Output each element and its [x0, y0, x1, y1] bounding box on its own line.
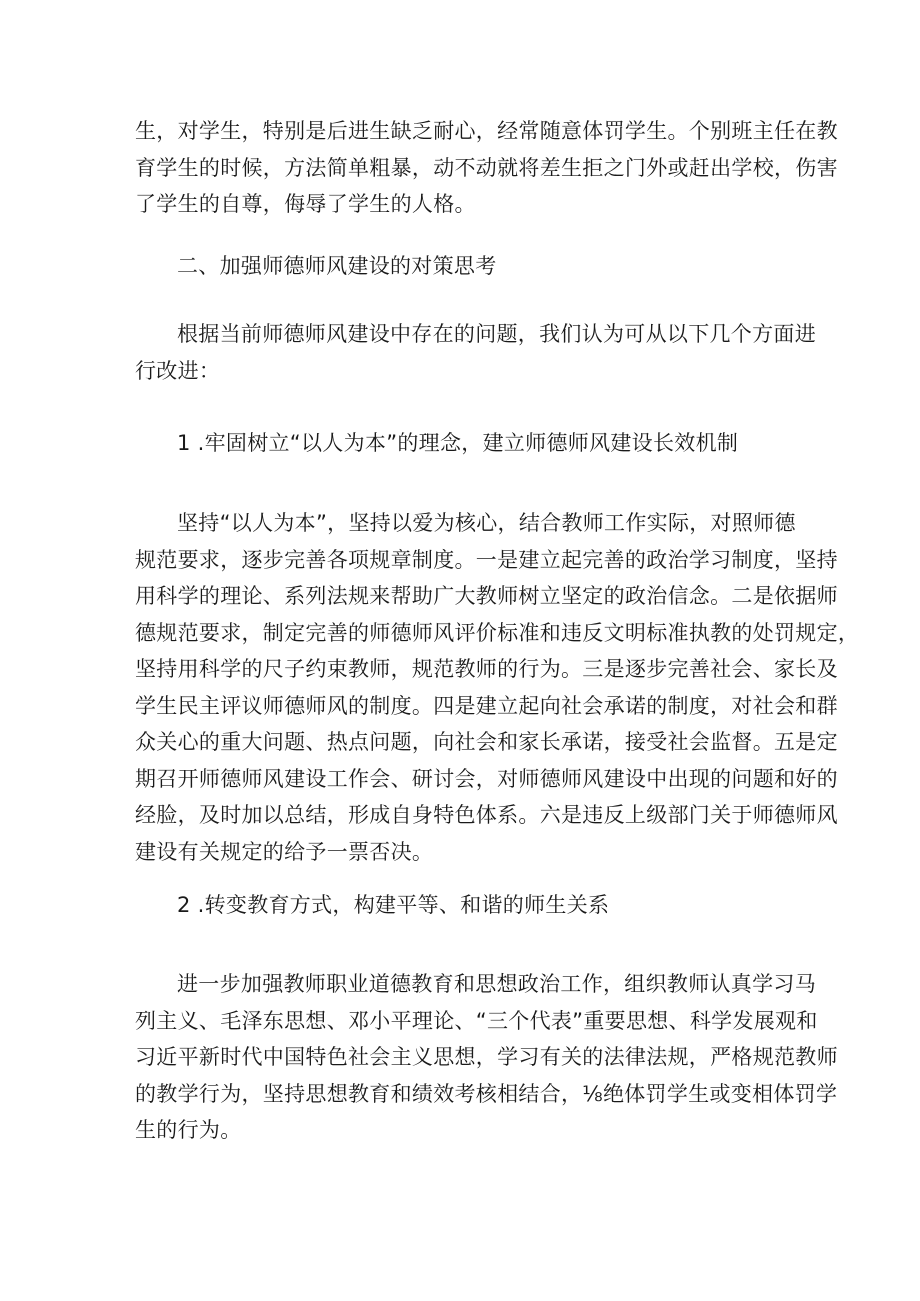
text-line: 习近平新时代中国特色社会主义思想，学习有关的法律法规，严格规范教师 [135, 1045, 838, 1069]
text-line: 期召开师德师风建设工作会、研讨会，对师德师风建设中出现的问题和好的 [135, 766, 838, 791]
text-line: 坚持“以人为本”，坚持以爱为核心，结合教师工作实际，对照师德 [177, 511, 796, 535]
text-line: 学生民主评议师德师风的制度。四是建立起向社会承诺的制度，对社会和群 [135, 693, 838, 718]
text-line: 生，对学生，特别是后进生缺乏耐心，经常随意体罚学生。个别班主任在教 [135, 119, 838, 143]
text-line: 众关心的重大问题、热点问题，向社会和家长承诺，接受社会监督。五是定 [135, 730, 838, 754]
subheading-2 [135, 887, 837, 924]
text-line: 生的行为。 [135, 1118, 242, 1142]
text-line: 的教学行为，坚持思想教育和绩效考核相结合，⅛绝体罚学生或变相体罚学 [135, 1081, 838, 1106]
text-line: 根据当前师德师风建设中存在的问题，我们认为可从以下几个方面进 [177, 322, 816, 346]
text-line: 坚持用科学的尺子约束教师，规范教师的行为。三是逐步完善社会、家长及 [135, 657, 838, 681]
heading-text: 二、加强师德师风建设的对策思考 [177, 254, 497, 278]
paragraph-education [135, 966, 837, 1149]
heading-text: 2 .转变教育方式，构建平等、和谐的师生关系 [177, 893, 610, 917]
paragraph-measures [135, 505, 860, 870]
text-line: 用科学的理论、系列法规来帮助广大教师树立坚定的政治信念。二是依据师 [135, 584, 838, 608]
text-line: 经脸，及时加以总结，形成自身特色体系。六是违反上级部门关于师德师风 [135, 803, 838, 827]
subheading-1 [135, 425, 837, 462]
text-line: 建设有关规定的给予一票否决。 [135, 839, 434, 864]
section-heading-2 [135, 248, 837, 285]
text-line: 育学生的时候，方法简单粗暴，动不动就将差生拒之门外或赶出学校，伤害 [135, 155, 838, 180]
paragraph-continued [135, 113, 838, 223]
heading-text: 1 .牢固树立“以人为本”的理念，建立师德师风建设长效机制 [177, 431, 739, 455]
text-line: 列主义、毛泽东思想、邓小平理论、“三个代表”重要思想、科学发展观和 [135, 1008, 818, 1033]
text-line: 行改进： [135, 358, 221, 383]
text-line: 进一步加强教师职业道德教育和思想政治工作，组织教师认真学习马 [177, 972, 816, 996]
text-line: 德规范要求，制定完善的师德师风评价标准和违反文明标准执教的处罚规定， [135, 620, 860, 645]
paragraph-intro [135, 316, 837, 389]
text-line: 规范要求，逐步完善各项规章制度。一是建立起完善的政治学习制度，坚持 [135, 547, 838, 572]
text-line: 了学生的自尊，侮辱了学生的人格。 [135, 192, 476, 216]
